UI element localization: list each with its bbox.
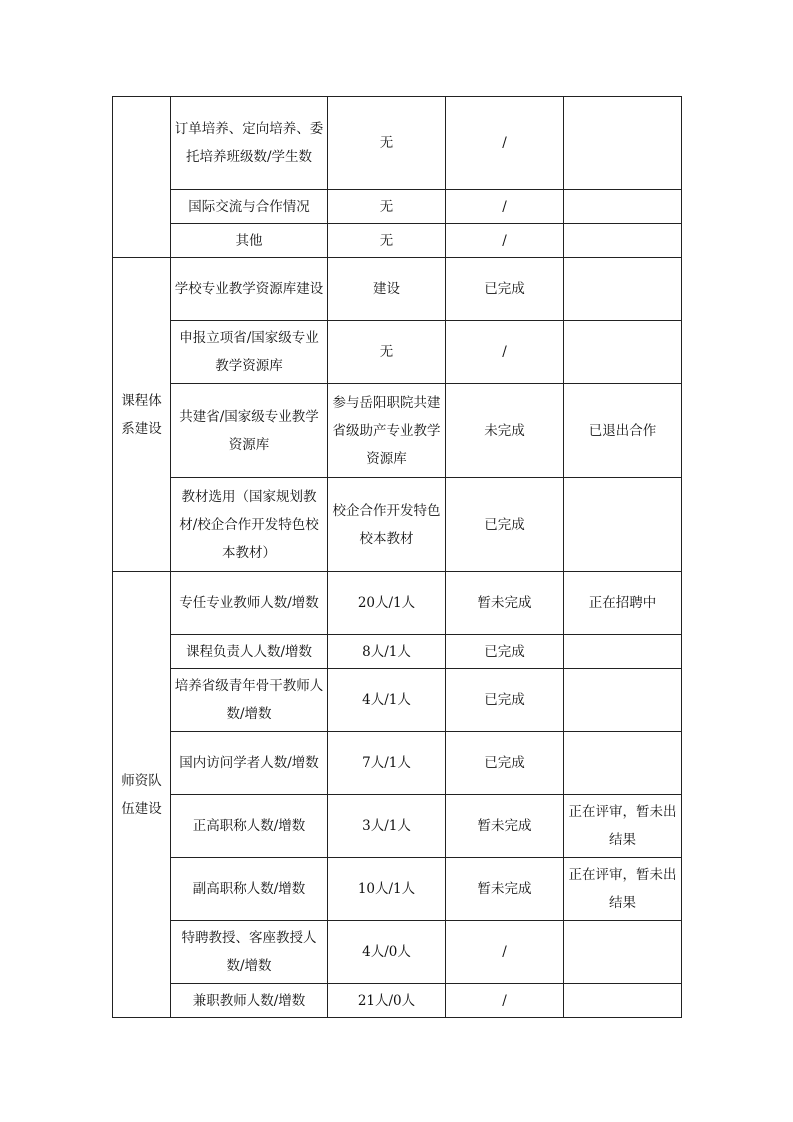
note-cell [564, 321, 682, 384]
note-cell: 正在评审，暂未出结果 [564, 795, 682, 858]
item-cell: 培养省级青年骨干教师人数/增数 [171, 669, 328, 732]
status-cell: / [446, 224, 564, 258]
status-cell: / [446, 97, 564, 190]
item-cell: 申报立项省/国家级专业教学资源库 [171, 321, 328, 384]
note-cell [564, 224, 682, 258]
status-cell: 暂未完成 [446, 858, 564, 921]
target-cell: 无 [328, 97, 446, 190]
target-cell: 3人/1人 [328, 795, 446, 858]
target-cell: 建设 [328, 258, 446, 321]
note-cell [564, 732, 682, 795]
target-cell: 无 [328, 321, 446, 384]
note-cell: 已退出合作 [564, 384, 682, 478]
note-cell [564, 478, 682, 572]
table-row [113, 190, 682, 224]
item-cell: 共建省/国家级专业教学资源库 [171, 384, 328, 478]
note-cell [564, 97, 682, 190]
note-cell [564, 258, 682, 321]
item-cell: 教材选用（国家规划教材/校企合作开发特色校本教材） [171, 478, 328, 572]
table-row [113, 572, 682, 635]
status-cell: 已完成 [446, 732, 564, 795]
note-cell [564, 921, 682, 984]
status-cell: / [446, 321, 564, 384]
item-cell: 正高职称人数/增数 [171, 795, 328, 858]
item-cell: 学校专业教学资源库建设 [171, 258, 328, 321]
note-cell: 正在招聘中 [564, 572, 682, 635]
table-row [113, 97, 682, 190]
status-cell: / [446, 921, 564, 984]
item-cell: 专任专业教师人数/增数 [171, 572, 328, 635]
status-cell: 暂未完成 [446, 795, 564, 858]
status-cell: 已完成 [446, 635, 564, 669]
group-cell-continued [113, 97, 171, 258]
target-cell: 4人/0人 [328, 921, 446, 984]
target-cell: 4人/1人 [328, 669, 446, 732]
item-cell: 兼职教师人数/增数 [171, 984, 328, 1018]
note-cell [564, 984, 682, 1018]
status-cell: / [446, 190, 564, 224]
group-cell-faculty: 师资队伍建设 [113, 572, 171, 1018]
table-row [113, 478, 682, 572]
status-cell: 已完成 [446, 478, 564, 572]
target-cell: 21人/0人 [328, 984, 446, 1018]
target-cell: 无 [328, 190, 446, 224]
note-cell [564, 669, 682, 732]
group-cell-curriculum: 课程体系建设 [113, 258, 171, 572]
table-row [113, 732, 682, 795]
target-cell: 10人/1人 [328, 858, 446, 921]
table-row [113, 224, 682, 258]
target-cell: 参与岳阳职院共建省级助产专业教学资源库 [328, 384, 446, 478]
item-cell: 副高职称人数/增数 [171, 858, 328, 921]
table-row [113, 795, 682, 858]
item-cell: 国内访问学者人数/增数 [171, 732, 328, 795]
target-cell: 20人/1人 [328, 572, 446, 635]
status-cell: 已完成 [446, 258, 564, 321]
report-table [112, 96, 682, 1018]
note-cell [564, 635, 682, 669]
target-cell: 无 [328, 224, 446, 258]
table-row [113, 858, 682, 921]
table-row [113, 384, 682, 478]
target-cell: 7人/1人 [328, 732, 446, 795]
table-row [113, 635, 682, 669]
table-row [113, 984, 682, 1018]
status-cell: 暂未完成 [446, 572, 564, 635]
table-row [113, 258, 682, 321]
item-cell: 课程负责人人数/增数 [171, 635, 328, 669]
status-cell: 已完成 [446, 669, 564, 732]
item-cell: 其他 [171, 224, 328, 258]
note-cell [564, 190, 682, 224]
target-cell: 校企合作开发特色校本教材 [328, 478, 446, 572]
table-row [113, 921, 682, 984]
note-cell: 正在评审，暂未出结果 [564, 858, 682, 921]
status-cell: / [446, 984, 564, 1018]
status-cell: 未完成 [446, 384, 564, 478]
item-cell: 特聘教授、客座教授人数/增数 [171, 921, 328, 984]
target-cell: 8人/1人 [328, 635, 446, 669]
table-row [113, 669, 682, 732]
table-row [113, 321, 682, 384]
item-cell: 订单培养、定向培养、委托培养班级数/学生数 [171, 97, 328, 190]
item-cell: 国际交流与合作情况 [171, 190, 328, 224]
